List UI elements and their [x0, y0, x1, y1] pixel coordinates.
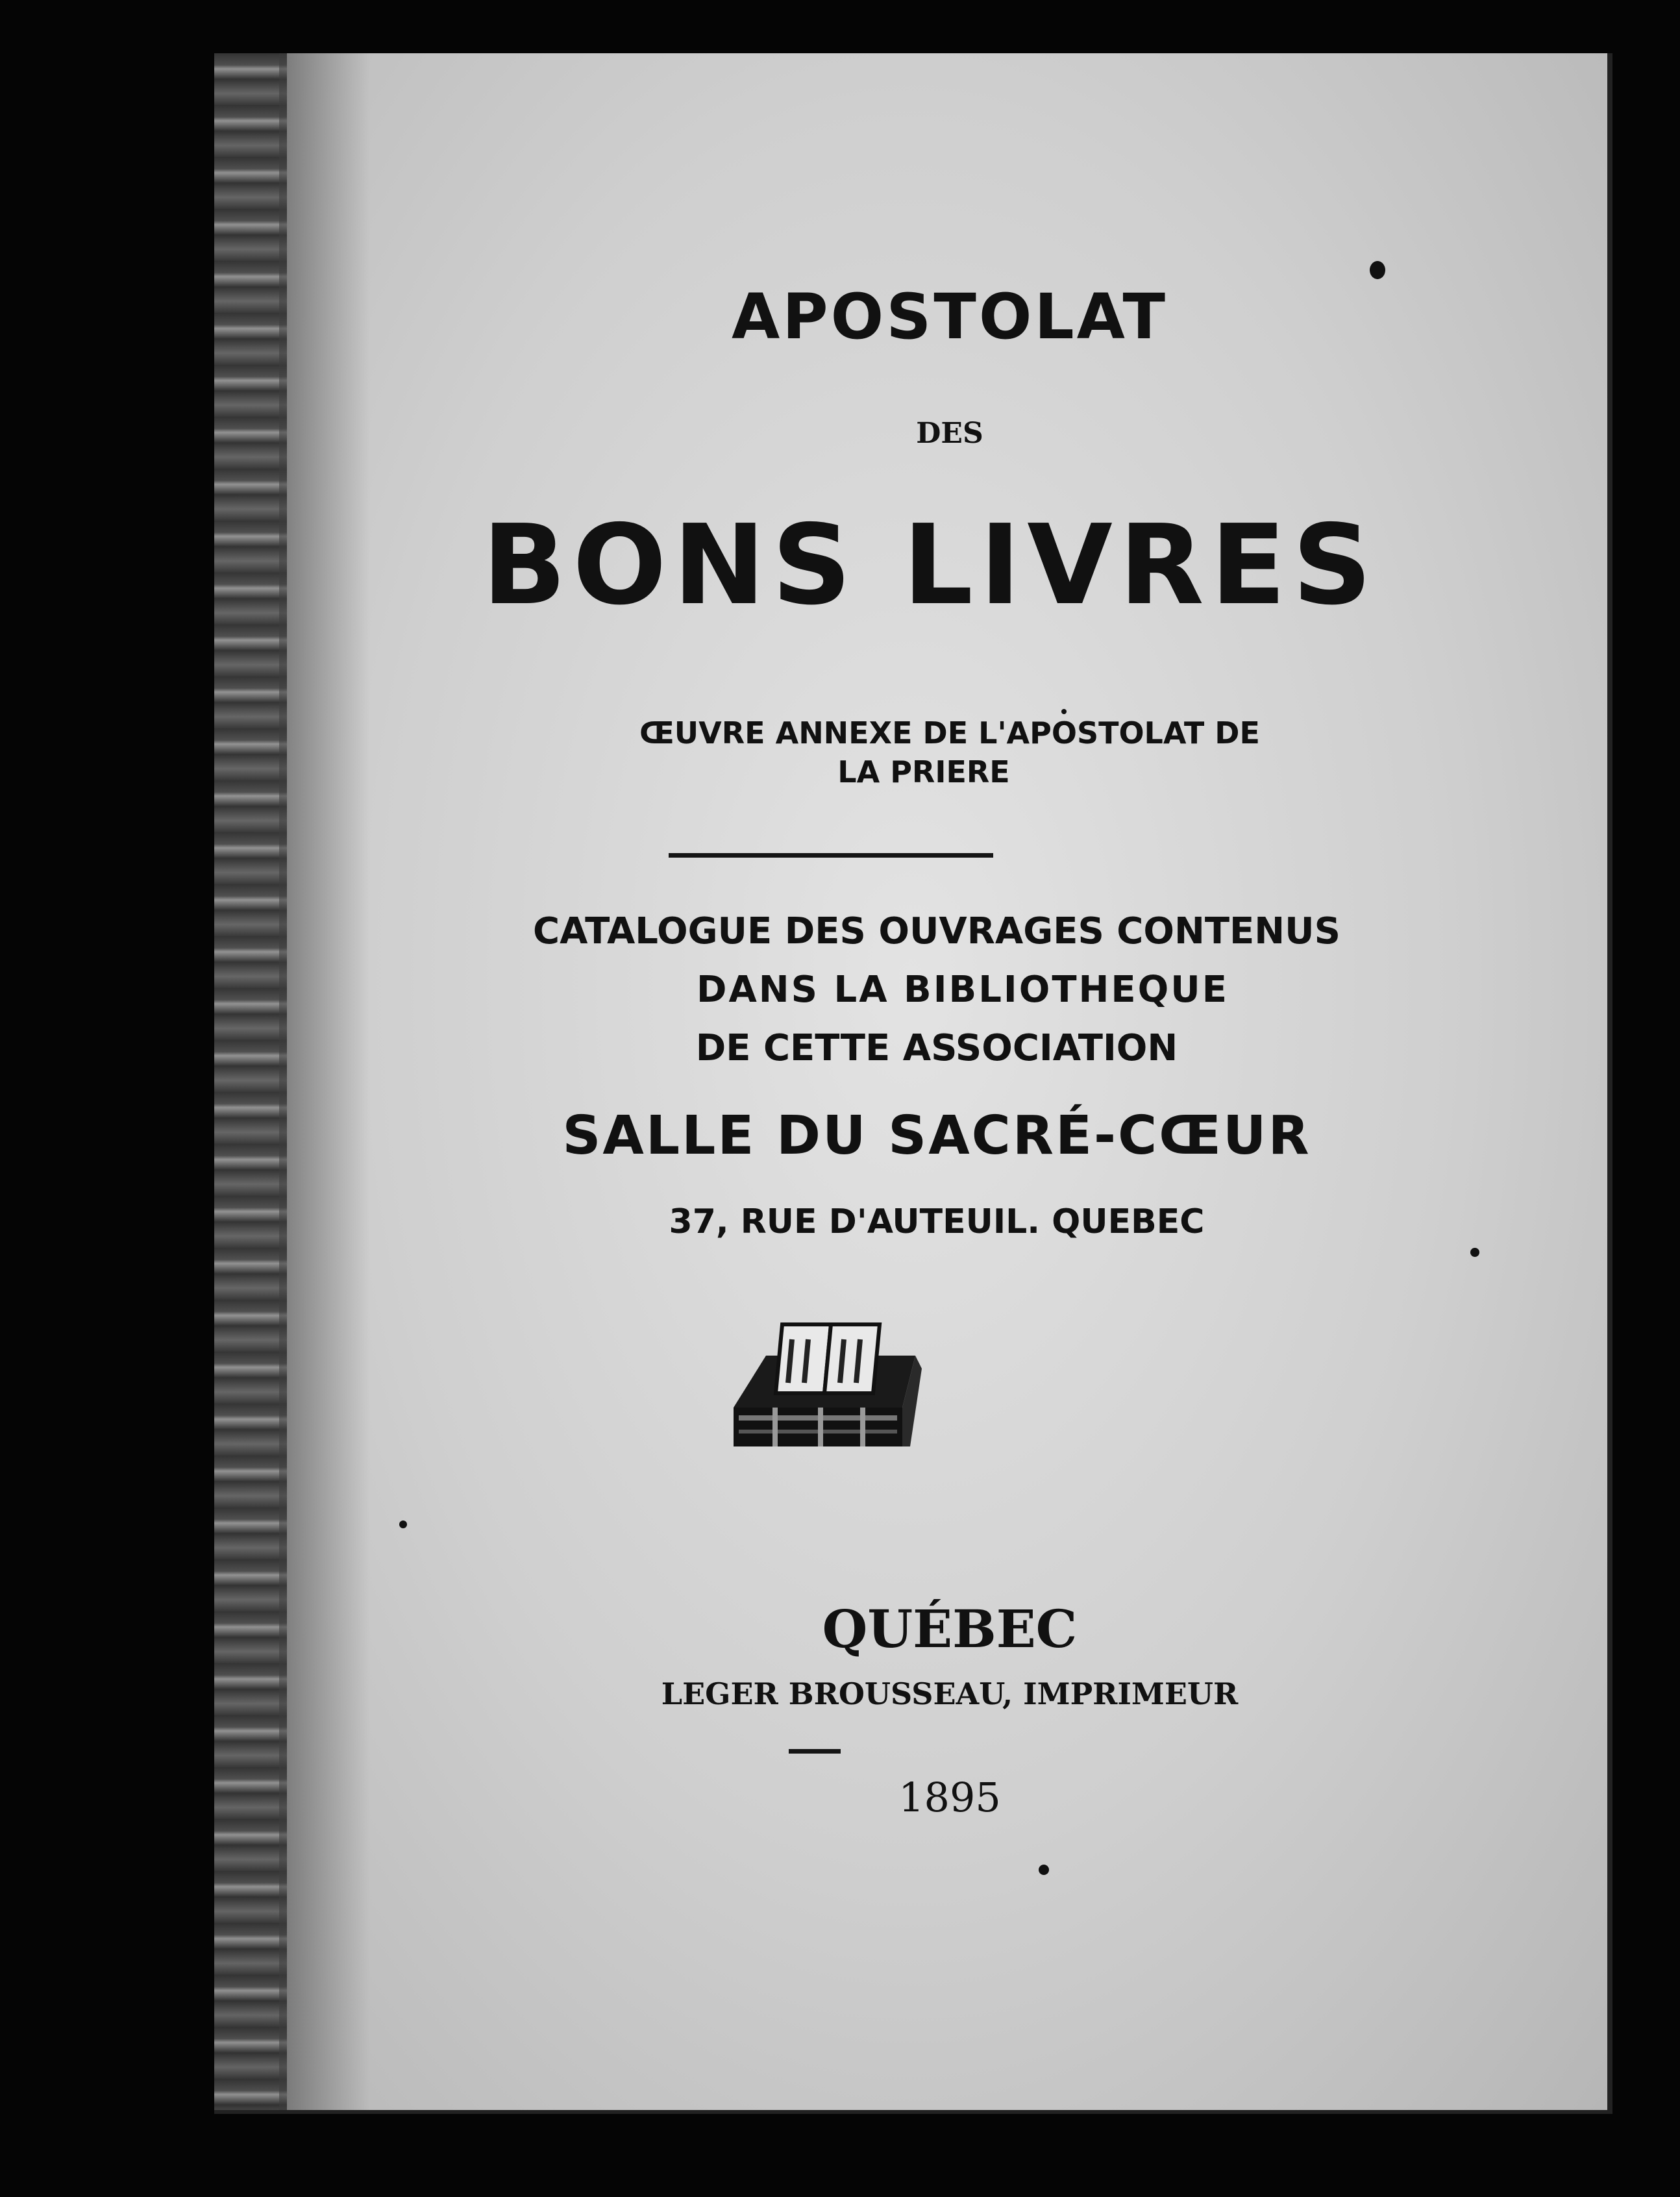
- catalogue-line-3: DE CETTE ASSOCIATION: [695, 1027, 1178, 1069]
- document-page: [214, 53, 1612, 2114]
- title-des: DES: [916, 417, 983, 450]
- imprint-divider: [789, 1749, 841, 1754]
- venue-address: 37, RUE D'AUTEUIL. QUEBEC: [669, 1202, 1205, 1241]
- venue-name: SALLE DU SACRÉ-CŒUR: [562, 1105, 1311, 1167]
- catalogue-line-2: DANS LA BIBLIOTHEQUE: [696, 969, 1229, 1011]
- subtitle-line-2: LA PRIERE: [837, 754, 1010, 789]
- title-apostolat: APOSTOLAT: [732, 280, 1168, 353]
- open-book-icon: [721, 1310, 928, 1459]
- ink-speck: [1061, 709, 1067, 714]
- catalogue-line-1: CATALOGUE DES OUVRAGES CONTENUS: [533, 910, 1340, 952]
- title-bons-livres: BONS LIVRES: [482, 501, 1379, 630]
- cover-content: [214, 53, 1607, 2110]
- ink-speck: [1470, 1248, 1479, 1257]
- imprint-city: QUÉBEC: [822, 1598, 1078, 1659]
- ink-speck: [1370, 261, 1385, 279]
- ink-speck: [1039, 1865, 1049, 1875]
- ink-speck: [399, 1521, 407, 1528]
- imprint-printer: LEGER BROUSSEAU, IMPRIMEUR: [661, 1676, 1239, 1711]
- subtitle-line-1: ŒUVRE ANNEXE DE L'APOSTOLAT DE: [639, 715, 1260, 751]
- imprint-year: 1895: [898, 1774, 1001, 1821]
- divider-rule: [669, 853, 993, 858]
